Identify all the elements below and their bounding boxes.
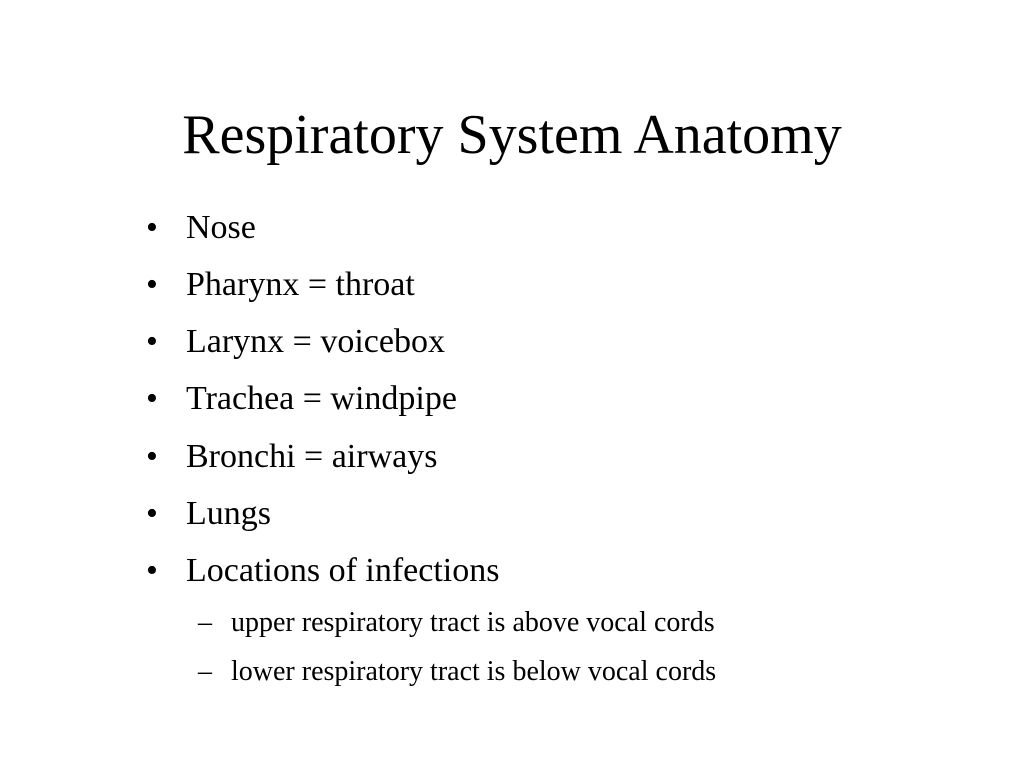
bullet-icon: •: [146, 209, 158, 246]
list-item-text: Trachea = windpipe: [186, 380, 457, 417]
list-item-text: Bronchi = airways: [186, 438, 438, 475]
list-item-text: Pharynx = throat: [186, 266, 415, 303]
bullet-icon: •: [146, 438, 158, 475]
dash-icon: –: [198, 656, 212, 687]
bullet-icon: •: [146, 380, 158, 417]
dash-icon: –: [198, 607, 212, 638]
list-item-text: Locations of infections: [186, 552, 500, 589]
bullet-icon: •: [146, 323, 158, 360]
sub-list-item-text: upper respiratory tract is above vocal cords: [231, 607, 715, 638]
bullet-icon: •: [146, 552, 158, 589]
list-item-text: Nose: [186, 209, 256, 246]
bullet-icon: •: [146, 495, 158, 532]
sub-list-item-text: lower respiratory tract is below vocal cords: [231, 656, 717, 687]
slide-title: Respiratory System Anatomy: [182, 104, 842, 166]
bullet-icon: •: [146, 266, 158, 303]
list-item-text: Lungs: [186, 495, 271, 532]
list-item-text: Larynx = voicebox: [186, 323, 445, 360]
